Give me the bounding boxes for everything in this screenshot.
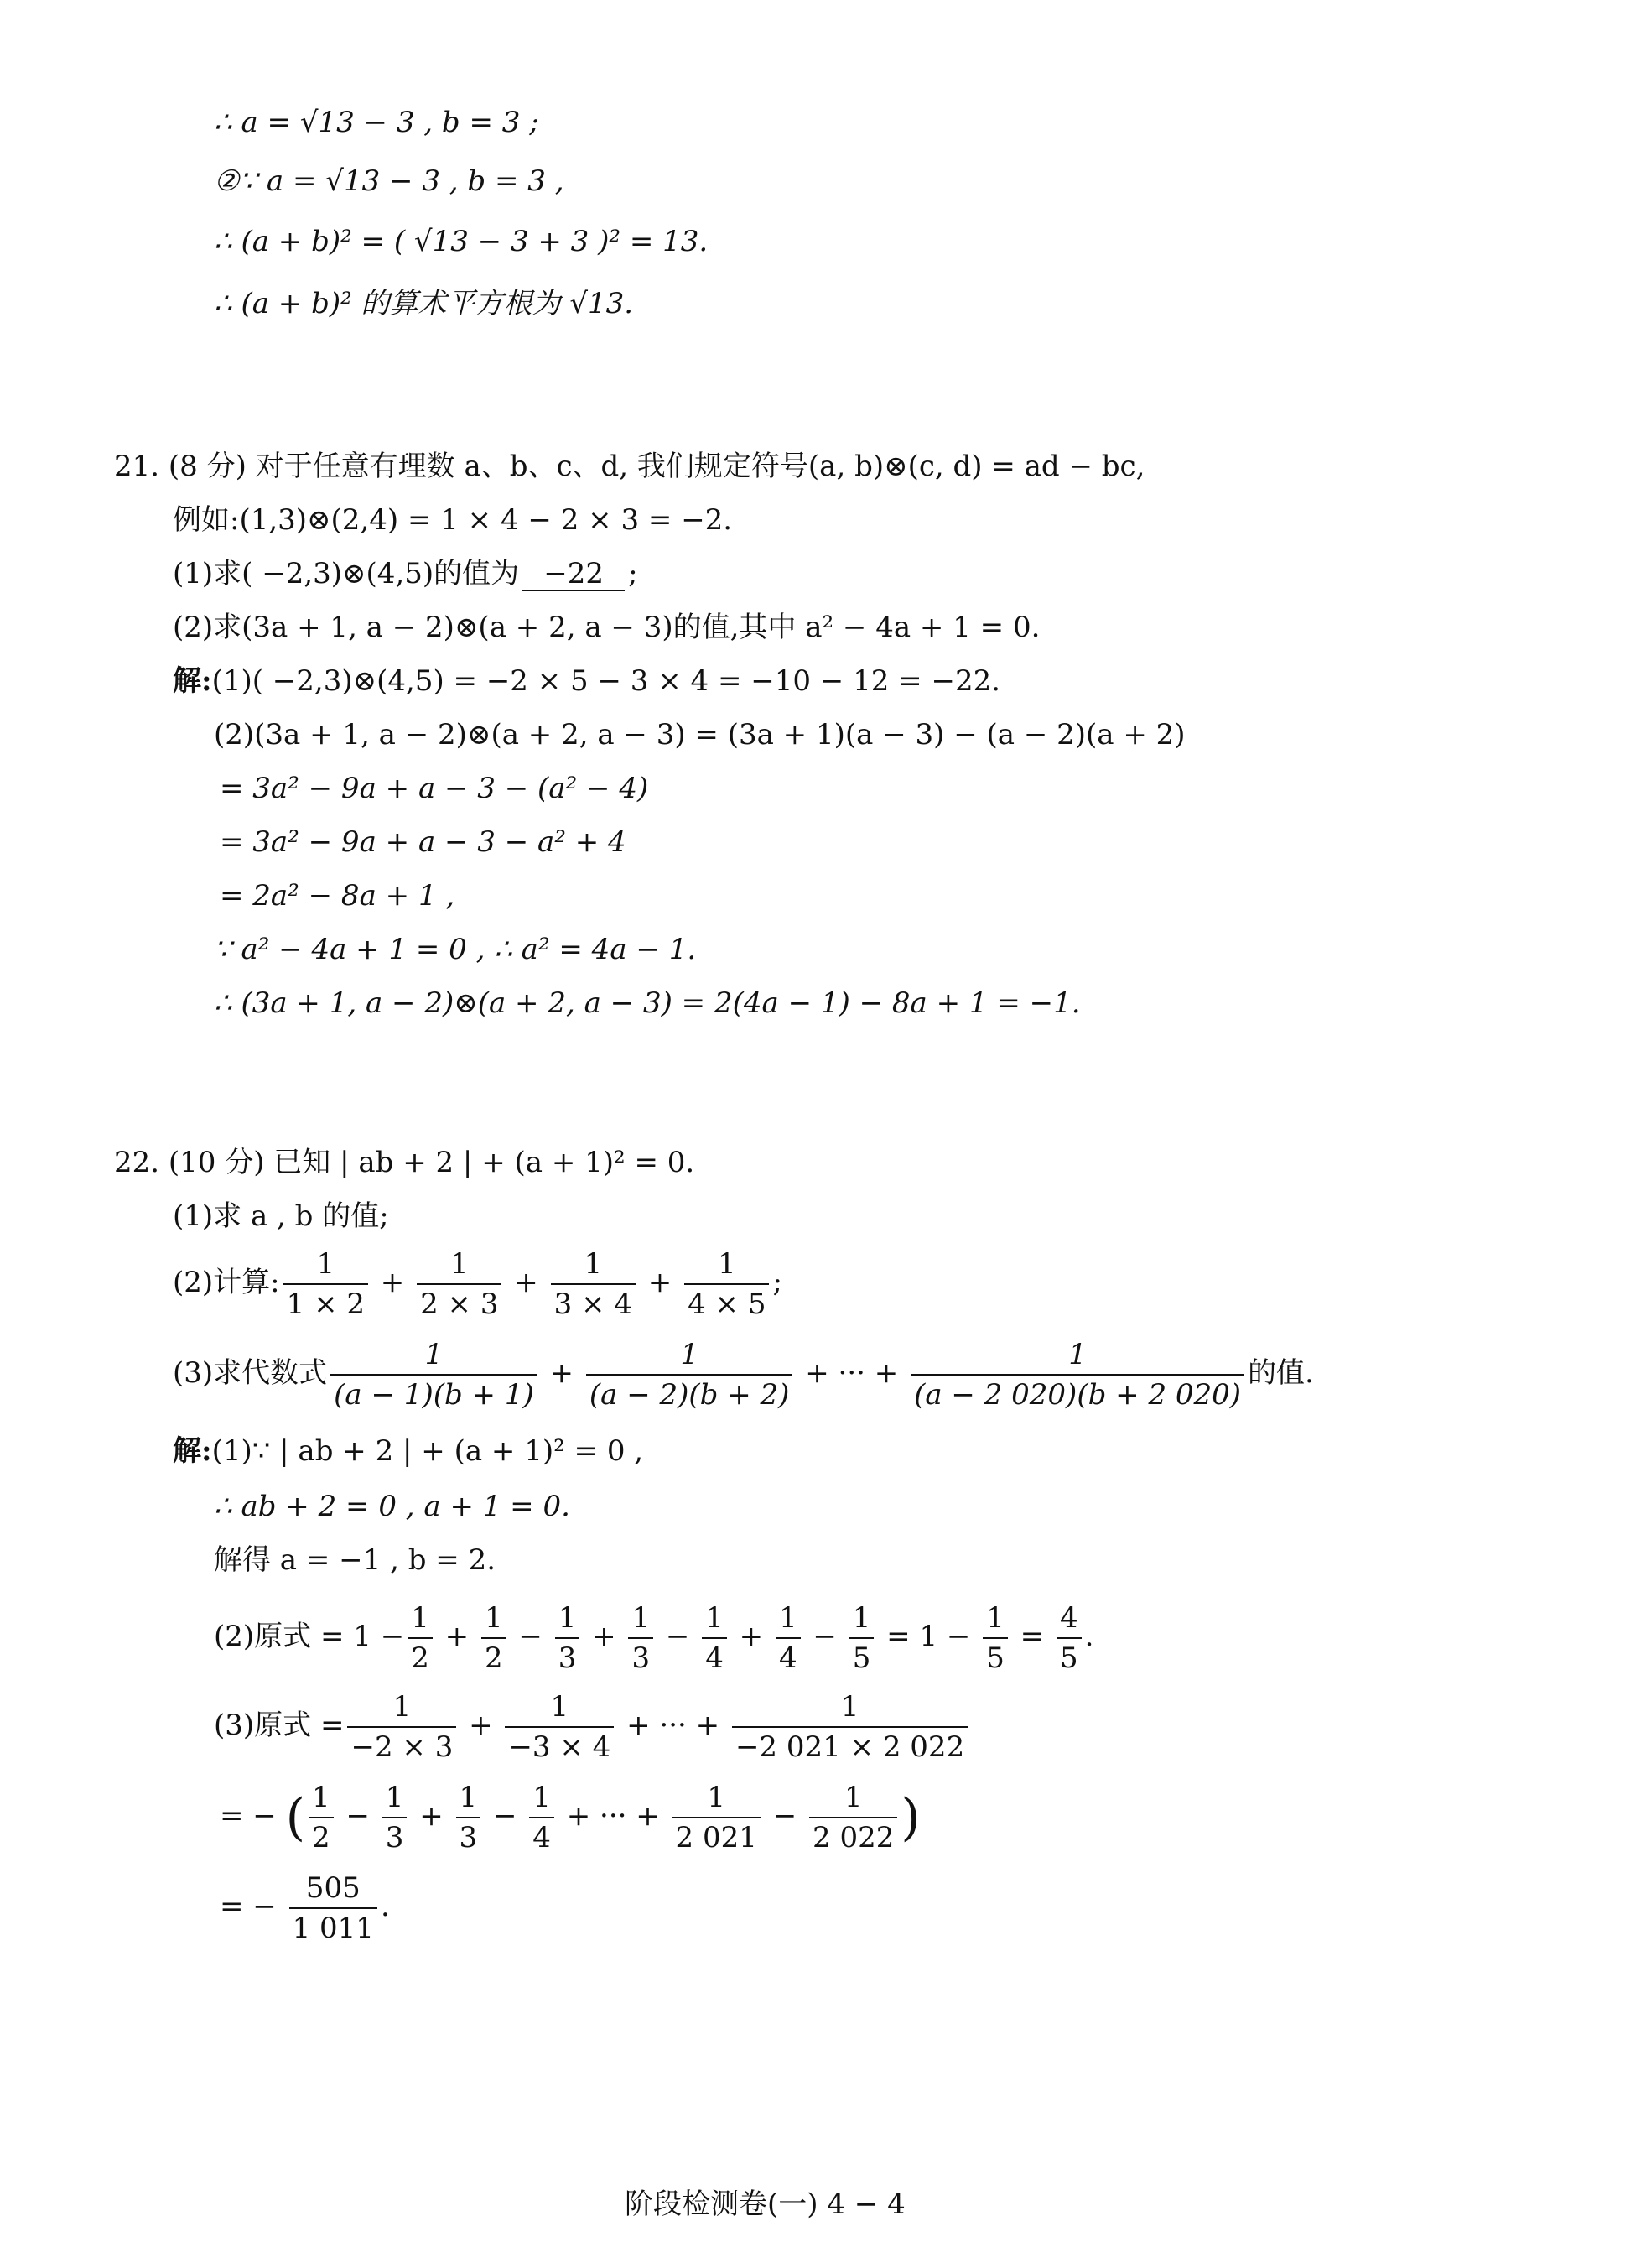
q21-jie-label: 解: (173, 664, 212, 698)
q21-solution-4: = 3a² − 9a + a − 3 − a² + 4 (220, 825, 626, 859)
fraction: $\frac{1}{2}$ (309, 1783, 334, 1852)
fraction: $\frac{1}{4}$ (702, 1604, 727, 1672)
top-line-3: ∴ (a + b)² = ( √13 − 3 + 3 )² = 13. (214, 225, 709, 258)
q22-stem: 22. (10 分) 已知 | ab + 2 | + (a + 1)² = 0. (114, 1146, 695, 1179)
fraction: $\frac{1}{2}$ (408, 1604, 433, 1672)
q22-sol-1-text: (1)∵ | ab + 2 | + (a + 1)² = 0 , (211, 1434, 644, 1468)
q22-solution-4: (2)原式 = 1 − $\frac{1}{2}$ + $\frac{1}{2}$ − $\frac{1}{3}$ + $\frac{1}{3}$ − $\frac{1}{4}$ + $\frac{1}{4}$ − $\frac{1}{5}$ = 1 − $\frac{1}{5}$ = $\frac{4}{5}$ . (214, 1601, 1094, 1675)
q21-solution-1 (173, 663, 1000, 700)
fraction: $\frac{1}{2 021}$ (672, 1783, 761, 1852)
q21-example: 例如:(1,3)⊗(2,4) = 1 × 4 − 2 × 3 = −2. (173, 503, 733, 537)
q21-part1-text: (1)求( −2,3)⊗(4,5)的值为 (173, 557, 520, 590)
fraction: $\frac{1}{2 022}$ (809, 1783, 897, 1852)
top-line-4: ∴ (a + b)² 的算术平方根为 √13. (214, 287, 634, 320)
fraction: $\frac{1}{2}$ (481, 1604, 506, 1672)
fraction: $\frac{1}{4}$ (776, 1604, 801, 1672)
fraction: $\frac{1}{3}$ (382, 1783, 408, 1852)
q21-part2: (2)求(3a + 1, a − 2)⊗(a + 2, a − 3)的值,其中 a² − 4a + 1 = 0. (173, 611, 1041, 644)
q21-solution-6: ∵ a² − 4a + 1 = 0 , ∴ a² = 4a − 1. (214, 933, 697, 966)
fraction: $\frac{1}{(a - 2)(b + 2)}$ (586, 1340, 793, 1409)
fraction: $\frac{1}{-2 021 \times 2 022}$ (732, 1693, 968, 1761)
q22-part3: (3)求代数式 $\frac{1}{(a - 1)(b + 1)}$ + $\frac{1}{(a - 2)(b + 2)}$ + ··· + $\frac{1}{(a - 2 020)(b + 2 020)}$ 的值. (173, 1338, 1314, 1412)
fraction: $\frac{1}{1 \times 2}$ (283, 1250, 368, 1319)
q22-solution-2: ∴ ab + 2 = 0 , a + 1 = 0. (214, 1490, 570, 1523)
top-line-2: ②∵ a = √13 − 3 , b = 3 , (214, 164, 564, 198)
fraction: $\frac{1}{5}$ (849, 1604, 875, 1672)
q21-solution-7: ∴ (3a + 1, a − 2)⊗(a + 2, a − 3) = 2(4a − 1) − 8a + 1 = −1. (214, 986, 1081, 1020)
fraction: $\frac{4}{5}$ (1057, 1604, 1082, 1672)
q21-solution-5: = 2a² − 8a + 1 , (220, 879, 455, 913)
q22-solution-7: = − $\frac{505}{1 011}$ . (220, 1871, 390, 1945)
q21-part1-end: ; (628, 557, 638, 590)
q21-part1-answer: −22 (522, 558, 625, 591)
fraction: $\frac{1}{3 \times 4}$ (551, 1250, 636, 1319)
q22-part1: (1)求 a , b 的值; (173, 1199, 389, 1233)
q22-part3-label: (3)求代数式 (173, 1356, 328, 1390)
fraction: $\frac{1}{-2 \times 3}$ (347, 1693, 456, 1761)
fraction: $\frac{1}{-3 \times 4}$ (505, 1693, 614, 1761)
q22-solution-3: 解得 a = −1 , b = 2. (214, 1543, 496, 1577)
q22-part2: (2)计算: $\frac{1}{1 \times 2}$ + $\frac{1}{2 \times 3}$ + $\frac{1}{3 \times 4}$ + $\frac{1}{4 \times 5}$ ; (173, 1247, 782, 1321)
fraction: $\frac{1}{(a - 1)(b + 1)}$ (330, 1340, 537, 1409)
fraction: $\frac{1}{(a - 2 020)(b + 2 020)}$ (911, 1340, 1244, 1409)
fraction: $\frac{505}{1 011}$ (289, 1874, 377, 1943)
q21-solution-3: = 3a² − 9a + a − 3 − (a² − 4) (220, 772, 649, 805)
q21-part1 (173, 555, 638, 592)
q22-solution-1 (173, 1433, 643, 1470)
q21-solution-2: (2)(3a + 1, a − 2)⊗(a + 2, a − 3) = (3a + 1)(a − 3) − (a − 2)(a + 2) (214, 718, 1186, 752)
q21-stem: 21. (8 分) 对于任意有理数 a、b、c、d, 我们规定符号(a, b)⊗(c, d) = ad − bc, (114, 450, 1145, 483)
fraction: $\frac{1}{3}$ (628, 1604, 653, 1672)
top-line-1: ∴ a = √13 − 3 , b = 3 ; (214, 106, 539, 139)
q22-part2-label: (2)计算: (173, 1266, 280, 1299)
q22-solution-5: (3)原式 = $\frac{1}{-2 \times 3}$ + $\frac{1}{-3 \times 4}$ + ··· + $\frac{1}{-2 021 \times 2 022}$ (214, 1693, 971, 1761)
fraction: $\frac{1}{3}$ (555, 1604, 580, 1672)
q21-sol-1-text: (1)( −2,3)⊗(4,5) = −2 × 5 − 3 × 4 = −10 − 12 = −22. (211, 664, 1001, 698)
q22-jie-label: 解: (173, 1434, 212, 1468)
fraction: $\frac{1}{4}$ (529, 1783, 554, 1852)
fraction: $\frac{1}{3}$ (456, 1783, 481, 1852)
fraction: $\frac{1}{2 \times 3}$ (417, 1250, 501, 1319)
fraction: $\frac{1}{5}$ (983, 1604, 1008, 1672)
page-footer: 阶段检测卷(一) 4 − 4 (625, 2187, 906, 2221)
q22-solution-6: = − ( $\frac{1}{2}$ − $\frac{1}{3}$ + $\frac{1}{3}$ − $\frac{1}{4}$ + ··· + $\frac{1}{2 021}$ − $\frac{1}{2 022}$ ) (220, 1781, 921, 1854)
fraction: $\frac{1}{4 \times 5}$ (684, 1250, 769, 1319)
